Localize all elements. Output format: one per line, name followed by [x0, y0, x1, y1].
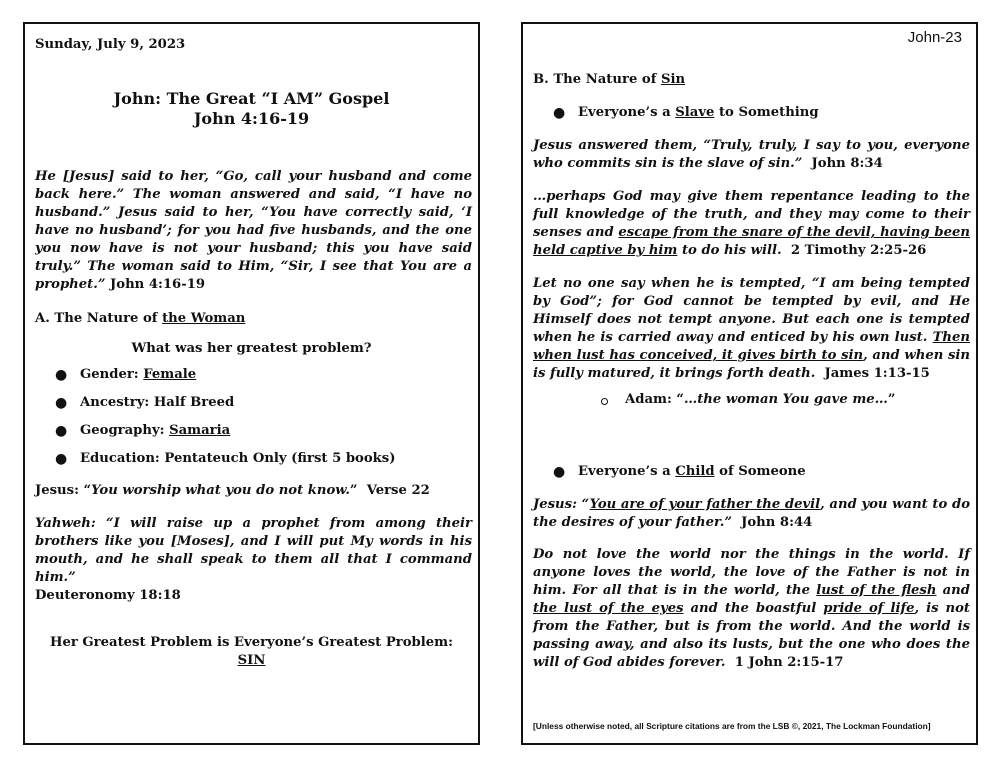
bullet-slave: ● Everyone’s a Slave to Something	[553, 105, 819, 121]
list-item: ● Education: Pentateuch Only (first 5 books)	[55, 451, 396, 467]
left-page	[23, 22, 480, 745]
verse-james: Let no one say when he is tempted, “I am being tempted by God”; for God cannot be tempted by evil, and He Himself does not tempt anyone. But each one is tempted when he is carried away and enticed by his own lust. Then when lust has conceived, it gives birth to sin, and when sin is fully matured, it brings forth death. James 1:13-15	[533, 276, 970, 381]
yahweh-quote	[35, 515, 472, 605]
yahweh-ref: Deuteronomy 18:18	[35, 588, 181, 603]
title-line: John: The Great “I AM” Gospel	[113, 89, 390, 108]
conclusion-word: SIN	[237, 653, 266, 668]
conclusion-block	[35, 634, 468, 670]
passage-block	[35, 168, 472, 294]
conclusion-text: Her Greatest Problem is Everyone’s Greatest Problem:	[50, 635, 453, 650]
verse-john-8-44: Jesus: “You are of your father the devil, and you want to do the desires of your father.” John 8:44	[533, 497, 970, 530]
bullet-dot-icon: ●	[55, 395, 68, 411]
right-page	[521, 22, 978, 745]
verse-john-8-34: Jesus answered them, “Truly, truly, I say to you, everyone who commits sin is the slave of sin.” John 8:34	[533, 138, 970, 171]
jesus-quote: Jesus: “You worship what you do not know.” Verse 22	[35, 483, 430, 498]
bullet-dot-icon: ●	[553, 464, 566, 480]
page-title	[35, 89, 468, 129]
bullet-child: ● Everyone’s a Child of Someone	[553, 464, 806, 480]
list-item: ● Ancestry: Half Breed	[55, 395, 235, 411]
yahweh-text: Yahweh: “I will raise up a prophet from among their brothers like you [Moses], and I will put My words in his mouth, and he shall speak to them all that I command him.”	[35, 516, 472, 585]
sub-bullet-adam: Adam: “…the woman You gave me…”	[601, 391, 961, 409]
circle-bullet-icon	[601, 398, 608, 405]
bullet-dot-icon: ●	[55, 367, 68, 383]
passage-text: He [Jesus] said to her, “Go, call your husband and come back here.” The woman answered and said, “I have no husband.” Jesus said to her, “You have correctly said, ‘I have no husband’; for you had five husbands, and the one you now have is not your husband; this you have said truly.” The woman said to Him, “Sir, I see that You are a prophet.”	[35, 169, 472, 292]
list-item: ● Gender: Female	[55, 367, 197, 383]
section-b-underlined: Sin	[660, 72, 686, 87]
verse-2-timothy: …perhaps God may give them repentance leading to the full knowledge of the truth, and they may come to their senses and escape from the snare of the devil, having been held captive by him to do his will. 2 Timothy 2:25-26	[533, 189, 970, 258]
passage-ref: John 4:16-19	[110, 277, 206, 292]
list-item: ● Geography: Samaria	[55, 423, 231, 439]
bullet-dot-icon: ●	[553, 105, 566, 121]
section-b-heading: B. The Nature of Sin	[533, 72, 686, 87]
section-a-prefix: A. The Nature of	[35, 311, 163, 326]
footnote: [Unless otherwise noted, all Scripture citations are from the LSB ©, 2021, The Lockman Foundation]	[533, 721, 931, 731]
page-label: John-23	[907, 29, 962, 46]
section-a-heading	[35, 310, 455, 328]
bullet-dot-icon: ●	[55, 451, 68, 467]
bullet-dot-icon: ●	[55, 423, 68, 439]
subtitle-line: John 4:16-19	[193, 109, 310, 128]
question-text: What was her greatest problem?	[131, 341, 372, 356]
verse-1-john: Do not love the world nor the things in the world. If anyone loves the world, the love of the Father is not in him. For all that is in the world, the lust of the flesh and the lust of the eyes and the boastful pride of life, is not from the Father, but is from the world. And the world is passing away, and also its lusts, but the one who does the will of God abides forever. 1 John 2:15-17	[533, 547, 970, 670]
sermon-date: Sunday, July 9, 2023	[35, 37, 186, 52]
section-a-underlined: the Woman	[162, 311, 246, 326]
